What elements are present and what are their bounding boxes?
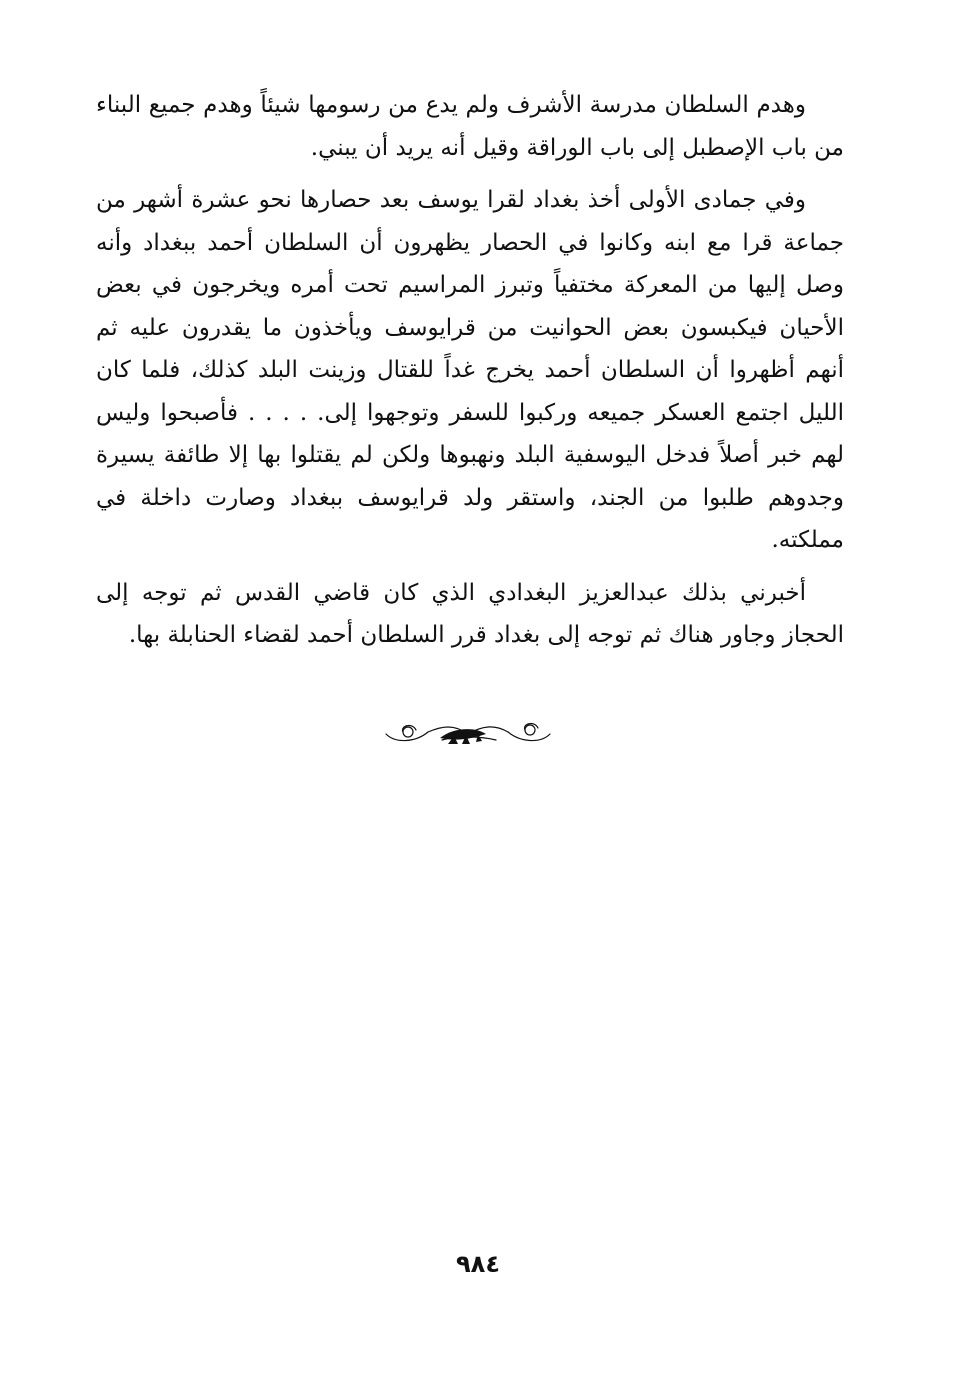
paragraph-1: وهدم السلطان مدرسة الأشرف ولم يدع من رسومها شيئاً وهدم جميع البناء من باب الإصطبل إلى باب الوراقة وقيل أنه يريد أن يبني. (96, 92, 844, 161)
decorative-divider-icon (382, 716, 554, 756)
paragraph-2: وفي جمادى الأولى أخذ بغداد لقرا يوسف بعد حصارها نحو عشرة أشهر من جماعة قرا مع ابنه وكانوا في الحصار يظهرون أن السلطان أحمد ببغداد وأنه وصل إليها من المعركة مختفياً وتبرز المراسيم تحت أمره ويخرجون في بعض الأحيان فيكبسون بعض الحوانيت من قرايوسف ويأخذون ما يقدرون عليه ثم أنهم أظهروا أن السلطان أحمد يخرج غداً للقتال وزينت البلد كذلك، فلما كان الليل اجتمع العسكر جميعه وركبوا للسفر وتوجهوا إلى. . . . . فأصبحوا وليس لهم خبر أصلاً فدخل اليوسفية البلد ونهبوها ولكن لم يقتلوا بها إلا طائفة يسيرة وجدوهم طلبوا من الجند، واستقر ولد قرايوسف ببغداد وصارت داخلة في مملكته. (96, 187, 844, 553)
paragraph-3: أخبرني بذلك عبدالعزيز البغدادي الذي كان قاضي القدس ثم توجه إلى الحجاز وجاور هناك ثم توجه إلى بغداد قرر السلطان أحمد لقضاء الحنابلة بها. (96, 579, 844, 648)
page-number: ٩٨٤ (456, 1250, 500, 1278)
body-text (96, 84, 844, 667)
